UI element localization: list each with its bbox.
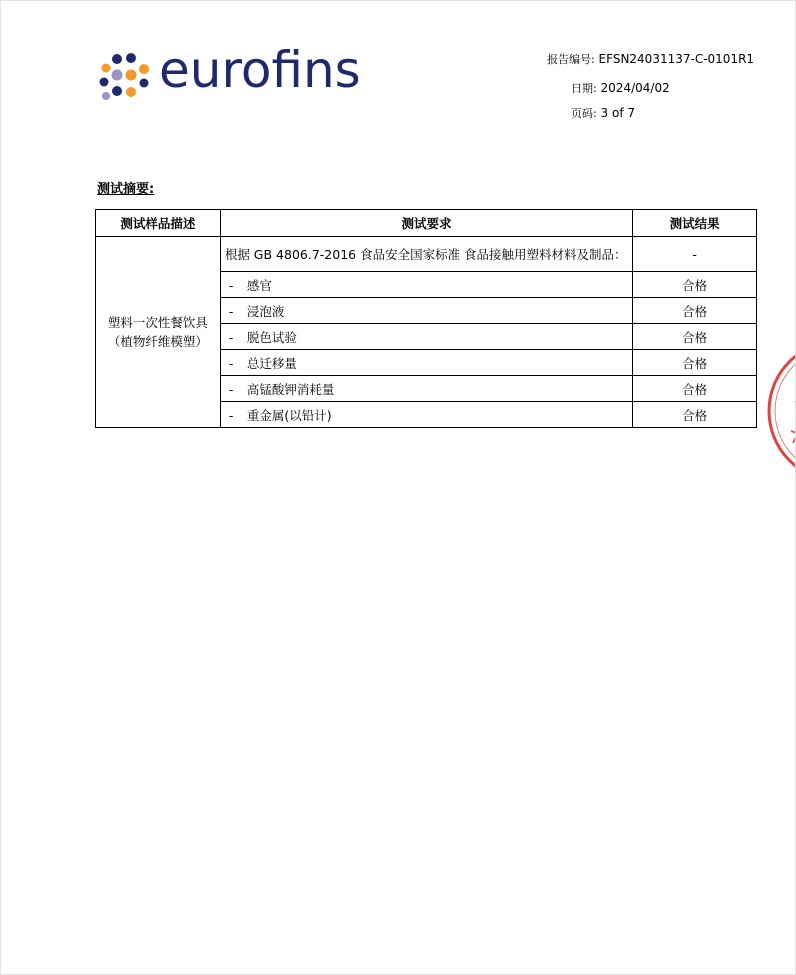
header-test-result: 测试结果 — [633, 210, 757, 237]
requirement-item: 总迁移量 — [246, 355, 297, 371]
header-sample-description: 测试样品描述 — [96, 210, 221, 237]
page-label: 页码: — [571, 107, 597, 120]
requirement-cell — [220, 350, 632, 376]
red-seal-stamp — [767, 331, 796, 491]
result-cell: 合格 — [633, 324, 757, 350]
list-dash: - — [228, 303, 234, 319]
report-number-label: 报告编号: — [547, 53, 595, 66]
list-dash: - — [228, 407, 234, 423]
eurofins-dots-icon — [97, 49, 153, 105]
list-dash: - — [228, 329, 234, 345]
standard-requirement-cell — [220, 237, 632, 272]
result-cell: 合格 — [633, 376, 757, 402]
sample-name: 塑料一次性餐饮具 — [107, 315, 208, 330]
section-title: 测试摘要: — [97, 182, 155, 197]
date-value: 2024/04/02 — [600, 81, 670, 95]
test-summary-table — [95, 209, 757, 428]
requirement-item: 高锰酸钾消耗量 — [246, 381, 335, 397]
requirement-item: 重金属(以铅计) — [246, 407, 332, 423]
page-value: 3 of 7 — [600, 106, 636, 120]
eurofins-wordmark: eurofins — [159, 41, 361, 99]
date-label: 日期: — [571, 82, 597, 95]
date-row — [571, 80, 670, 96]
standard-requirement-text: 根据 GB 4806.7-2016 食品安全国家标准 食品接触用塑料材料及制品： — [224, 246, 627, 262]
table-header-row — [96, 210, 757, 237]
requirement-item: 感官 — [246, 277, 272, 293]
requirement-cell — [220, 298, 632, 324]
standard-result-cell: - — [633, 237, 757, 272]
list-dash: - — [228, 355, 234, 371]
table-row — [96, 237, 757, 272]
requirement-cell — [220, 272, 632, 298]
result-cell: 合格 — [633, 298, 757, 324]
eurofins-logo — [97, 41, 372, 109]
page-row — [571, 105, 635, 121]
result-cell: 合格 — [633, 402, 757, 428]
list-dash: - — [228, 381, 234, 397]
sample-description-cell — [96, 237, 221, 428]
header-test-requirement: 测试要求 — [220, 210, 632, 237]
requirement-cell — [220, 376, 632, 402]
requirement-cell — [220, 324, 632, 350]
requirement-cell — [220, 402, 632, 428]
sample-material: （植物纤维模塑） — [107, 334, 208, 349]
requirement-item: 浸泡液 — [246, 303, 285, 319]
result-cell: 合格 — [633, 272, 757, 298]
report-number-value: EFSN24031137-C-0101R1 — [598, 52, 755, 66]
report-number-row — [547, 51, 754, 67]
list-dash: - — [228, 277, 234, 293]
requirement-item: 脱色试验 — [246, 329, 297, 345]
result-cell: 合格 — [633, 350, 757, 376]
